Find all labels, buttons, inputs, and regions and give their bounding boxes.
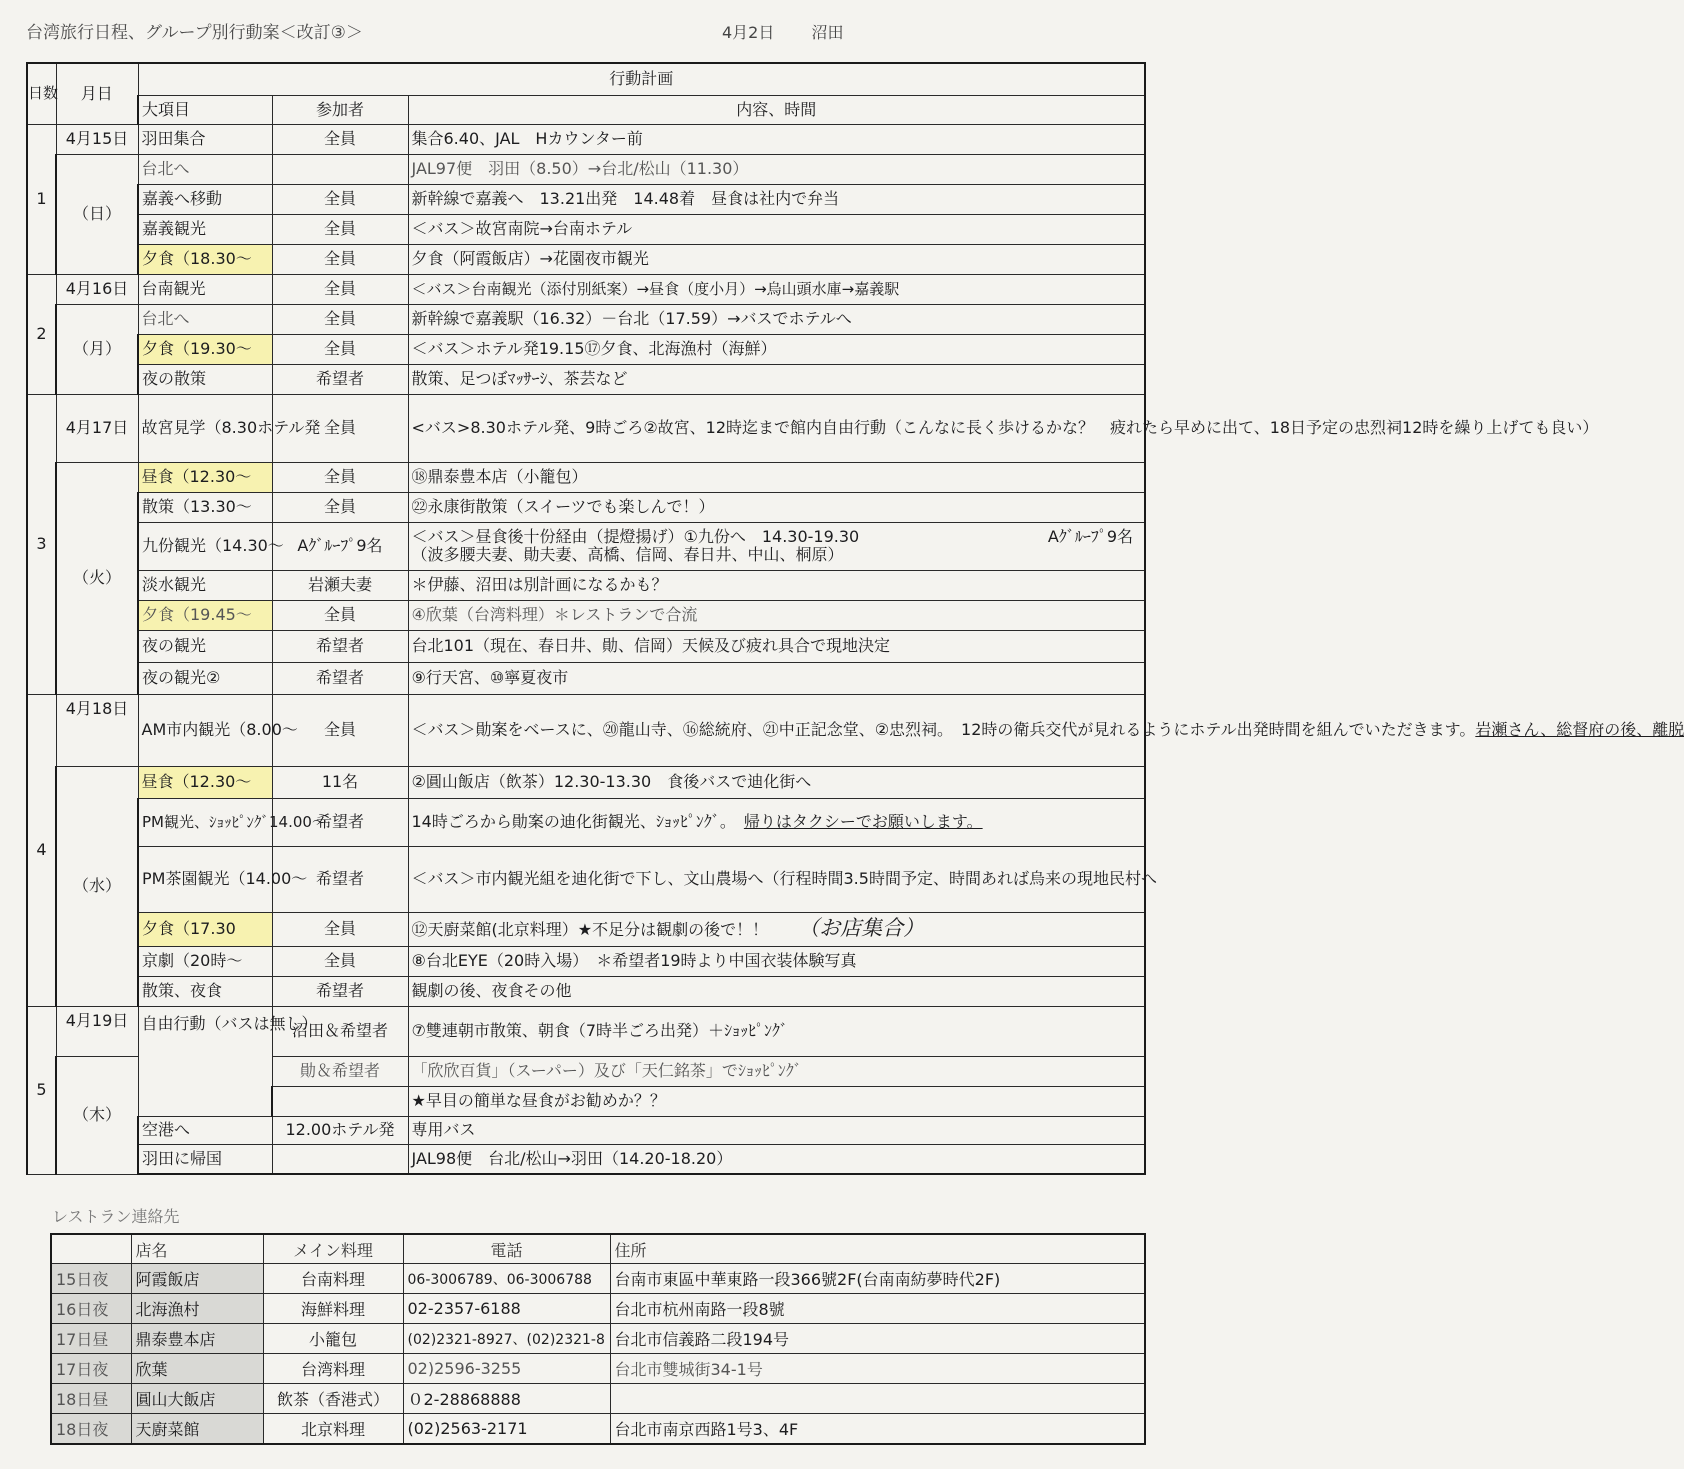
row-content: 台北101（現在、春日井、勛、信岡）天候及び疲れ具合で現地決定 (408, 630, 1145, 662)
rest-address: 台北市信義路二段194号 (610, 1324, 1145, 1354)
restaurant-row (51, 1324, 1145, 1354)
row-content: JAL97便 羽田（8.50）→台北/松山（11.30） (408, 154, 1145, 184)
row-content: 新幹線で嘉義駅（16.32）－台北（17.59）→バスでホテルへ (408, 304, 1145, 334)
rest-cuisine: 北京料理 (263, 1414, 403, 1445)
rest-cuisine: 飲茶（香港式） (263, 1384, 403, 1414)
restaurant-row (51, 1414, 1145, 1445)
row-participants: 全員 (272, 124, 408, 154)
row-participants: 希望者 (272, 846, 408, 912)
row-content: ★早目の簡単な昼食がお勧めか？？ (408, 1086, 1145, 1116)
rest-name: 圓山大飯店 (131, 1384, 263, 1414)
day-number: 1 (27, 124, 56, 274)
row-item: 淡水観光 (138, 570, 272, 600)
row-participants: 12.00ホテル発 (272, 1116, 408, 1144)
rest-cuisine: 海鮮料理 (263, 1294, 403, 1324)
row-participants: 沼田＆希望者 (272, 1006, 408, 1056)
row-item: 空港へ (138, 1116, 272, 1144)
day-weekday: （火） (56, 462, 138, 694)
row-item: 昼食（12.30～ (138, 766, 272, 798)
row-content: 「欣欣百貨」（スーパー）及び「天仁銘茶」でｼｮｯﾋﾟﾝｸﾞ (408, 1056, 1145, 1086)
day-number: 2 (27, 274, 56, 394)
row-item: 夕食（19.30～ (138, 334, 272, 364)
row-participants: 全員 (272, 492, 408, 522)
header-participants: 参加者 (272, 95, 408, 124)
row-content-multi (408, 522, 1145, 570)
row-item: 夜の散策 (138, 364, 272, 394)
row-item: 京劇（20時～ (138, 946, 272, 976)
row-participants: 全員 (272, 334, 408, 364)
row-participants: 全員 (272, 912, 408, 946)
row-participants (272, 1144, 408, 1174)
restaurant-table (50, 1233, 1146, 1445)
row-participants (272, 154, 408, 184)
row-item: 故宮見学（8.30ホテル発 (138, 394, 272, 462)
rest-cuisine: 小籠包 (263, 1324, 403, 1354)
rest-when: 18日昼 (51, 1384, 131, 1414)
row-item: 自由行動（バスは無し） (138, 1006, 272, 1116)
row-participants: 希望者 (272, 364, 408, 394)
row-participants: 11名 (272, 766, 408, 798)
row-content: ⑱鼎泰豊本店（小籠包） (408, 462, 1145, 492)
day-weekday: （水） (56, 766, 138, 1006)
document-date-author (722, 20, 875, 43)
restaurant-caption: レストラン連絡先 (52, 1207, 180, 1226)
row-item: 羽田集合 (138, 124, 272, 154)
row-item: 夕食（18.30～ (138, 244, 272, 274)
row-item: 台南観光 (138, 274, 272, 304)
row-item: 羽田に帰国 (138, 1144, 272, 1174)
day-weekday: （木） (56, 1056, 138, 1174)
row-content: JAL98便 台北/松山→羽田（14.20-18.20） (408, 1144, 1145, 1174)
rest-header-cuisine: メイン料理 (263, 1234, 403, 1264)
restaurant-row (51, 1354, 1145, 1384)
row-content-main: ＜バス＞勛案をベースに、⑳龍山寺、⑯総統府、㉑中正記念堂、②忠烈祠。 12時の衛兵交代が見れるようにホテル出発時間を組んでいただきます。 (411, 720, 1476, 739)
day-date: 4月16日 (56, 274, 138, 304)
rest-phone: 02)2596-3255 (403, 1354, 610, 1384)
rest-address: 台北市南京西路1号3、4F (610, 1414, 1145, 1445)
row-content-main: ⑫天廚菜館(北京料理）★不足分は観劇の後で！！ (411, 920, 769, 939)
rest-header-name: 店名 (131, 1234, 263, 1264)
rest-name: 欣葉 (131, 1354, 263, 1384)
row-content-right: Aｸﾞﾙｰﾌﾟ9名 (1047, 527, 1134, 546)
rest-name: 阿霞飯店 (131, 1264, 263, 1294)
header-item: 大項目 (138, 95, 272, 124)
row-content: ＜バス＞台南観光（添付別紙案）→昼食（度小月）→烏山頭水庫→嘉義駅 (408, 274, 1145, 304)
rest-address: 台北市雙城街34-1号 (610, 1354, 1145, 1384)
day-date: 4月17日 (56, 394, 138, 462)
row-content: 散策、足つぼﾏｯｻｰｼ、茶芸など (408, 364, 1145, 394)
row-participants: 希望者 (272, 630, 408, 662)
row-item: 嘉義観光 (138, 214, 272, 244)
day-number: 3 (27, 394, 56, 694)
row-content (408, 798, 1145, 846)
rest-phone: (02)2563-2171 (403, 1414, 610, 1445)
row-content-underlined: 岩瀬さん、総督府の後、離脱 (1475, 720, 1684, 739)
schedule-table (26, 62, 1684, 1175)
row-content: ＜バス＞ホテル発19.15⑰夕食、北海漁村（海鮮） (408, 334, 1145, 364)
rest-header-address: 住所 (610, 1234, 1145, 1264)
row-item: 散策、夜食 (138, 976, 272, 1006)
row-participants: 全員 (272, 694, 408, 766)
row-participants (272, 1086, 408, 1116)
header-day: 日数 (27, 63, 56, 124)
row-content: 専用バス (408, 1116, 1145, 1144)
row-content-main: 14時ごろから勛案の迪化街観光、ｼｮｯﾋﾟﾝｸﾞ。 (411, 812, 744, 831)
rest-phone: 02-2357-6188 (403, 1294, 610, 1324)
row-participants: 全員 (272, 946, 408, 976)
row-item: PM観光、ｼｮｯﾋﾟﾝｸﾞ14.00～ (138, 798, 272, 846)
rest-phone: (02)2321-8927、(02)2321-8 (403, 1324, 610, 1354)
rest-cuisine: 台湾料理 (263, 1354, 403, 1384)
row-participants: 全員 (272, 394, 408, 462)
day-date: 4月19日 (56, 1006, 138, 1056)
row-participants: 全員 (272, 274, 408, 304)
rest-address (610, 1384, 1145, 1414)
row-content: ⑨行天宮、⑩寧夏夜市 (408, 662, 1145, 694)
row-content: ＜バス＞故宮南院→台南ホテル (408, 214, 1145, 244)
rest-header-when (51, 1234, 131, 1264)
row-content: <バス>8.30ホテル発、9時ごろ②故宮、12時迄まで館内自由行動（こんなに長く歩けるかな？ 疲れたら早めに出て、18日予定の忠烈祠12時を繰り上げても良い） (408, 394, 1145, 462)
row-item: PM茶園観光（14.00～ (138, 846, 272, 912)
rest-when: 16日夜 (51, 1294, 131, 1324)
row-content-underlined: 帰りはタクシーでお願いします。 (743, 812, 983, 831)
rest-phone: ０2-28868888 (403, 1384, 610, 1414)
row-content: ②圓山飯店（飲茶）12.30-13.30 食後バスで迪化街へ (408, 766, 1145, 798)
restaurant-row (51, 1294, 1145, 1324)
rest-phone: 06-3006789、06-3006788 (403, 1264, 610, 1294)
rest-when: 17日昼 (51, 1324, 131, 1354)
row-participants: 全員 (272, 304, 408, 334)
document-author: 沼田 (811, 23, 844, 42)
row-item: 夕食（17.30 (138, 912, 272, 946)
row-participants: 全員 (272, 600, 408, 630)
row-content: ⑧台北EYE（20時入場） ＊希望者19時より中国衣装体験写真 (408, 946, 1145, 976)
row-content: 夕食（阿霞飯店）→花園夜市観光 (408, 244, 1145, 274)
row-participants: 全員 (272, 184, 408, 214)
row-content: 集合6.40、JAL Hカウンター前 (408, 124, 1145, 154)
row-content: ⑦雙連朝市散策、朝食（7時半ごろ出発）＋ｼｮｯﾋﾟﾝｸﾞ (408, 1006, 1145, 1056)
day-date: 4月15日 (56, 124, 138, 154)
row-item: AM市内観光（8.00～ (138, 694, 272, 766)
row-item: 夜の観光② (138, 662, 272, 694)
rest-name: 天廚菜館 (131, 1414, 263, 1445)
rest-address: 台北市杭州南路一段8號 (610, 1294, 1145, 1324)
row-participants: 希望者 (272, 662, 408, 694)
day-weekday: （月） (56, 304, 138, 394)
row-participants: 岩瀬夫妻 (272, 570, 408, 600)
day-number: 5 (27, 1006, 56, 1174)
row-participants: 勛＆希望者 (272, 1056, 408, 1086)
rest-when: 17日夜 (51, 1354, 131, 1384)
row-item: 夕食（19.45～ (138, 600, 272, 630)
row-item: 嘉義へ移動 (138, 184, 272, 214)
row-content: ④欣葉（台湾料理）＊レストランで合流 (408, 600, 1145, 630)
row-item: 昼食（12.30～ (138, 462, 272, 492)
rest-name: 北海漁村 (131, 1294, 263, 1324)
row-participants: 希望者 (272, 976, 408, 1006)
row-item: 九份観光（14.30～ (138, 522, 272, 570)
restaurant-row (51, 1384, 1145, 1414)
row-content-main: ＜バス＞昼食後十份経由（提燈揚げ）①九份へ 14.30-19.30 (411, 527, 860, 546)
row-participants: 全員 (272, 244, 408, 274)
row-content: ＜バス＞市内観光組を迪化街で下し、文山農場へ（行程時間3.5時間予定、時間あれば烏来の現地民村へ (408, 846, 1145, 912)
day-weekday: （日） (56, 154, 138, 274)
header-content: 内容、時間 (408, 95, 1145, 124)
row-content: ＊伊藤、沼田は別計画になるかも？ (408, 570, 1145, 600)
row-content (408, 912, 1145, 946)
row-content (408, 694, 1684, 766)
row-participants: 全員 (272, 462, 408, 492)
row-participants: 全員 (272, 214, 408, 244)
restaurant-row (51, 1264, 1145, 1294)
row-content: ㉒永康街散策（スイーツでも楽しんで！） (408, 492, 1145, 522)
document-date: 4月2日 (722, 23, 775, 42)
row-participants: 希望者 (272, 798, 408, 846)
row-content: 新幹線で嘉義へ 13.21出発 14.48着 昼食は社内で弁当 (408, 184, 1145, 214)
handwritten-note: （お店集合） (798, 916, 925, 940)
rest-name: 鼎泰豊本店 (131, 1324, 263, 1354)
header-action-plan: 行動計画 (138, 63, 1145, 95)
row-content: 観劇の後、夜食その他 (408, 976, 1145, 1006)
row-content-line (412, 528, 1142, 546)
rest-when: 18日夜 (51, 1414, 131, 1445)
document-title: 台湾旅行日程、グループ別行動案＜改訂③＞ (26, 23, 363, 43)
row-participants: Aｸﾞﾙｰﾌﾟ9名 (272, 522, 408, 570)
row-item: 散策（13.30～ (138, 492, 272, 522)
day-date: 4月18日 (56, 694, 138, 766)
header-month-day: 月日 (56, 63, 138, 124)
rest-cuisine: 台南料理 (263, 1264, 403, 1294)
rest-address: 台南市東區中華東路一段366號2F(台南南紡夢時代2F) (610, 1264, 1145, 1294)
rest-header-phone: 電話 (403, 1234, 610, 1264)
row-item: 台北へ (138, 154, 272, 184)
day-number: 4 (27, 694, 56, 1006)
row-item: 夜の観光 (138, 630, 272, 662)
row-content-second-line: （波多腰夫妻、勛夫妻、高橋、信岡、春日井、中山、桐原） (411, 545, 844, 564)
row-item: 台北へ (138, 304, 272, 334)
rest-when: 15日夜 (51, 1264, 131, 1294)
